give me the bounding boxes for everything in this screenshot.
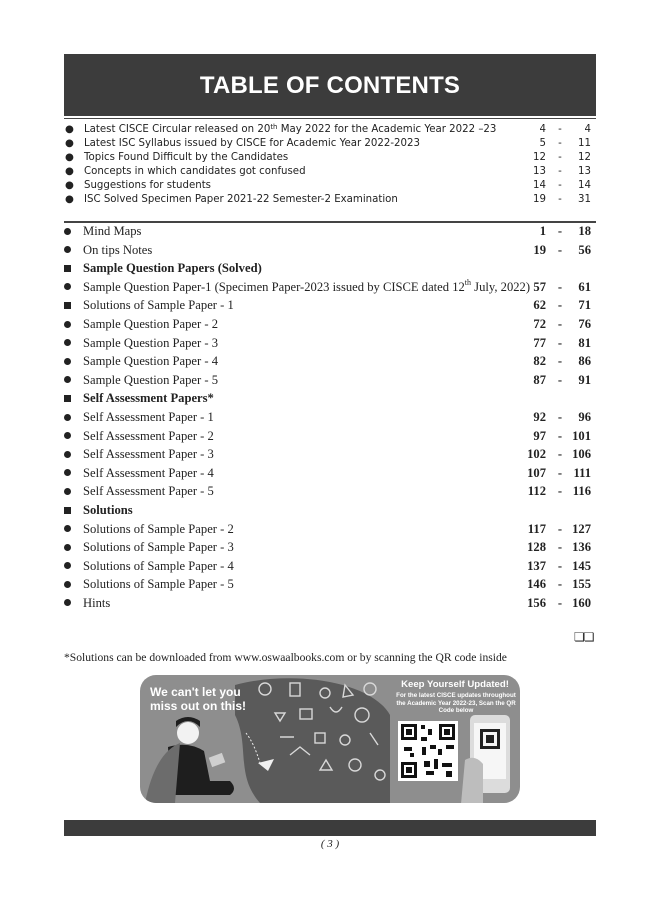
entry-title-text: Latest CISCE Circular released on 20	[84, 124, 271, 135]
entry-title-text: Solutions of Sample Paper - 1	[83, 298, 234, 313]
page-range-dash: -	[557, 595, 563, 610]
page-end: 160	[572, 595, 591, 610]
entry-title-text: Self Assessment Paper - 4	[83, 465, 214, 480]
page-start: 112	[527, 484, 546, 499]
toc-entry	[58, 151, 604, 165]
page-range-dash: -	[557, 298, 563, 313]
page-end: 86	[578, 354, 591, 369]
toc-entry	[58, 334, 604, 353]
page-range-dash: -	[558, 180, 562, 191]
page-range-dash: -	[557, 242, 563, 257]
entry-title-text: Sample Question Paper - 5	[83, 372, 219, 387]
page-start: 97	[533, 428, 546, 443]
page-start: 57	[533, 279, 546, 294]
entry-title	[83, 315, 218, 334]
toc-entry	[58, 179, 604, 193]
entry-title-text: Self Assessment Paper - 2	[83, 428, 214, 443]
entry-title	[84, 165, 306, 179]
bullet-icon	[62, 557, 72, 576]
page-end: 31	[578, 194, 591, 205]
page-range-dash: -	[557, 409, 563, 424]
page-start: 82	[533, 354, 546, 369]
bullet-icon	[62, 445, 72, 464]
entry-title-text: Self Assessment Paper - 3	[83, 447, 214, 462]
page-range-dash: -	[557, 354, 563, 369]
page-end: 96	[578, 409, 591, 424]
page-number: ( 3 )	[320, 838, 340, 850]
entry-title	[83, 334, 218, 353]
page-range-dash: -	[557, 335, 563, 350]
page-end: 11	[578, 138, 591, 149]
page-end: 136	[572, 540, 591, 555]
bullet-icon	[62, 278, 72, 297]
section-heading	[58, 501, 604, 520]
entry-title	[83, 296, 234, 315]
banner-left-title: We can't let you miss out on this!	[150, 685, 246, 713]
page-start: 117	[527, 521, 546, 536]
square-bullet-icon	[62, 389, 72, 408]
entry-title	[84, 151, 288, 165]
page-end: 101	[572, 428, 591, 443]
page-start: 19	[533, 242, 546, 257]
page-range-dash: -	[557, 316, 563, 331]
entry-title-text: ISC Solved Specimen Paper 2021-22 Semester-2 Examination	[84, 194, 398, 205]
entry-title	[83, 538, 234, 557]
entry-title	[83, 482, 214, 501]
toc-entry	[58, 427, 604, 446]
bullet-icon	[62, 464, 72, 483]
bullet-icon: ●	[65, 124, 74, 135]
front-matter-list	[58, 123, 604, 207]
page-start: 72	[533, 316, 546, 331]
end-mark: ❏❏	[574, 630, 594, 644]
bullet-icon	[62, 538, 72, 557]
entry-title-text: Solutions of Sample Paper - 5	[83, 577, 234, 592]
page-range-dash: -	[557, 279, 563, 294]
blob-shape	[235, 678, 390, 803]
page-range-dash: -	[557, 447, 563, 462]
page-start: 62	[533, 298, 546, 313]
bullet-icon	[62, 594, 72, 613]
page-end: 13	[578, 166, 591, 177]
page-end: 18	[578, 224, 591, 238]
toc-entry	[58, 193, 604, 207]
entry-title	[83, 371, 218, 390]
entry-title-text: Sample Question Papers (Solved)	[83, 261, 262, 276]
page-end: 56	[578, 242, 591, 257]
page-end: 155	[572, 577, 591, 592]
toc-entry	[58, 557, 604, 576]
entry-title	[83, 408, 214, 427]
page-range-dash: -	[558, 152, 562, 163]
bullet-icon	[62, 575, 72, 594]
page-start: 5	[539, 138, 546, 149]
entry-title-text: Solutions of Sample Paper - 4	[83, 558, 234, 573]
entry-title-text: Hints	[83, 595, 111, 610]
toc-entry	[58, 123, 604, 137]
entry-title	[84, 193, 398, 207]
section-heading	[58, 259, 604, 278]
entry-title-text: Self Assessment Paper - 1	[83, 409, 214, 424]
page-end: 71	[578, 298, 591, 313]
toc-entry	[58, 371, 604, 390]
page-start: 14	[533, 180, 546, 191]
toc-entry	[58, 241, 604, 260]
entry-title	[83, 445, 214, 464]
entry-title	[83, 464, 214, 483]
page-end: 127	[572, 521, 591, 536]
bullet-icon	[62, 241, 72, 260]
banner-right-subtitle: For the latest CISCE updates throughout the Academic Year 2022-23, Scan the QR Code below	[396, 692, 516, 715]
page-range-dash: -	[557, 521, 563, 536]
bullet-icon	[62, 482, 72, 501]
page-end: 12	[578, 152, 591, 163]
page-range-dash: -	[557, 224, 563, 238]
toc-entry	[58, 482, 604, 501]
page-start: 13	[533, 166, 546, 177]
page-end: 145	[572, 558, 591, 573]
toc-entry	[58, 408, 604, 427]
toc-entry	[58, 296, 604, 315]
page-end: 14	[578, 180, 591, 191]
page-range-dash: -	[558, 194, 562, 205]
entry-title-text: Sample Question Paper - 3	[83, 335, 219, 350]
entry-title-text: Sample Question Paper - 2	[83, 316, 219, 331]
entry-title-text: Self Assessment Papers*	[83, 391, 214, 406]
entry-title	[83, 389, 214, 408]
page-end: 61	[578, 279, 591, 294]
bullet-icon	[62, 371, 72, 390]
entry-title-text: Solutions	[83, 502, 133, 517]
entry-title-text: Sample Question Paper - 4	[83, 354, 219, 369]
page-range-dash: -	[557, 372, 563, 387]
toc-entry	[58, 278, 604, 297]
square-bullet-icon	[62, 501, 72, 520]
page-start: 128	[527, 540, 546, 555]
page-end: 116	[572, 484, 591, 499]
entry-title-superscript: th	[464, 277, 472, 287]
bullet-icon	[62, 315, 72, 334]
entry-title-text: Sample Question Paper-1 (Specimen Paper-2023 issued by CISCE dated 12	[83, 279, 465, 294]
bullet-icon: ●	[65, 138, 74, 149]
page-range-dash: -	[557, 577, 563, 592]
footer-bar	[64, 820, 596, 836]
entry-title-text: Latest ISC Syllabus issued by CISCE for Academic Year 2022-2023	[84, 138, 420, 149]
entry-title-text: Solutions of Sample Paper - 2	[83, 521, 234, 536]
page-start: 102	[527, 447, 546, 462]
page-start: 77	[533, 335, 546, 350]
entry-title	[84, 123, 496, 137]
bullet-icon: ●	[65, 152, 74, 163]
entry-title-text: Solutions of Sample Paper - 3	[83, 540, 234, 555]
page-start: 137	[527, 558, 546, 573]
contents-list	[58, 222, 604, 612]
toc-entry	[58, 594, 604, 613]
page-start: 92	[533, 409, 546, 424]
entry-title	[83, 501, 133, 520]
bullet-icon: ●	[65, 180, 74, 191]
page-range-dash: -	[557, 484, 563, 499]
toc-entry	[58, 165, 604, 179]
page-start: 19	[533, 194, 546, 205]
toc-entry	[58, 352, 604, 371]
page-start: 87	[533, 372, 546, 387]
bullet-icon	[62, 352, 72, 371]
entry-title	[83, 520, 234, 539]
page-start: 1	[539, 224, 546, 238]
bullet-icon	[62, 520, 72, 539]
entry-title	[83, 557, 234, 576]
page-range-dash: -	[557, 465, 563, 480]
page-start: 107	[527, 465, 546, 480]
page-range-dash: -	[557, 540, 563, 555]
page-end: 81	[578, 335, 591, 350]
entry-title	[83, 278, 530, 297]
entry-title-text: Self Assessment Paper - 5	[83, 484, 214, 499]
square-bullet-icon	[62, 296, 72, 315]
entry-title-text: Suggestions for students	[84, 180, 211, 191]
entry-title	[83, 222, 141, 241]
bullet-icon: ●	[65, 166, 74, 177]
page-start: 4	[539, 124, 546, 135]
page-end: 111	[573, 465, 591, 480]
toc-entry	[58, 464, 604, 483]
toc-entry	[58, 575, 604, 594]
title-banner	[64, 54, 596, 116]
toc-entry	[58, 222, 604, 241]
page-range-dash: -	[558, 166, 562, 177]
entry-title	[83, 575, 234, 594]
page-end: 76	[578, 316, 591, 331]
bullet-icon: ●	[65, 194, 74, 205]
section-heading	[58, 389, 604, 408]
promo-banner	[140, 675, 520, 803]
page-title: TABLE OF CONTENTS	[199, 72, 461, 99]
entry-title	[83, 259, 262, 278]
entry-title	[83, 427, 214, 446]
bullet-icon	[62, 222, 72, 241]
entry-title	[84, 179, 211, 193]
footnote: *Solutions can be downloaded from www.oswaalbooks.com or by scanning the QR code inside	[64, 651, 507, 664]
entry-title-text: Topics Found Difficult by the Candidates	[84, 152, 289, 163]
page-range-dash: -	[558, 124, 562, 135]
page-start: 156	[527, 595, 546, 610]
toc-entry	[58, 445, 604, 464]
entry-title	[83, 594, 110, 613]
page-start: 12	[533, 152, 546, 163]
divider-top	[64, 118, 596, 119]
entry-title-text: Mind Maps	[83, 224, 142, 238]
bullet-icon	[62, 427, 72, 446]
bullet-icon	[62, 334, 72, 353]
page-start: 146	[527, 577, 546, 592]
entry-title-superscript: th	[270, 123, 278, 131]
entry-title-text: On tips Notes	[83, 242, 153, 257]
page-end: 91	[578, 372, 591, 387]
entry-title	[83, 352, 218, 371]
page-end: 106	[572, 447, 591, 462]
page-range-dash: -	[557, 428, 563, 443]
banner-right-title: Keep Yourself Updated!	[401, 679, 509, 690]
square-bullet-icon	[62, 259, 72, 278]
entry-title	[84, 137, 420, 151]
page-range-dash: -	[557, 558, 563, 573]
bullet-icon	[62, 408, 72, 427]
toc-entry	[58, 520, 604, 539]
entry-title-suffix: May 2022 for the Academic Year 2022 –23	[277, 124, 497, 135]
entry-title-suffix: July, 2022)	[471, 279, 531, 294]
person-icon	[177, 722, 199, 744]
toc-entry	[58, 538, 604, 557]
page-range-dash: -	[558, 138, 562, 149]
entry-title-text: Concepts in which candidates got confused	[84, 166, 306, 177]
entry-title	[83, 241, 152, 260]
toc-entry	[58, 315, 604, 334]
page-end: 4	[584, 124, 591, 135]
toc-entry	[58, 137, 604, 151]
